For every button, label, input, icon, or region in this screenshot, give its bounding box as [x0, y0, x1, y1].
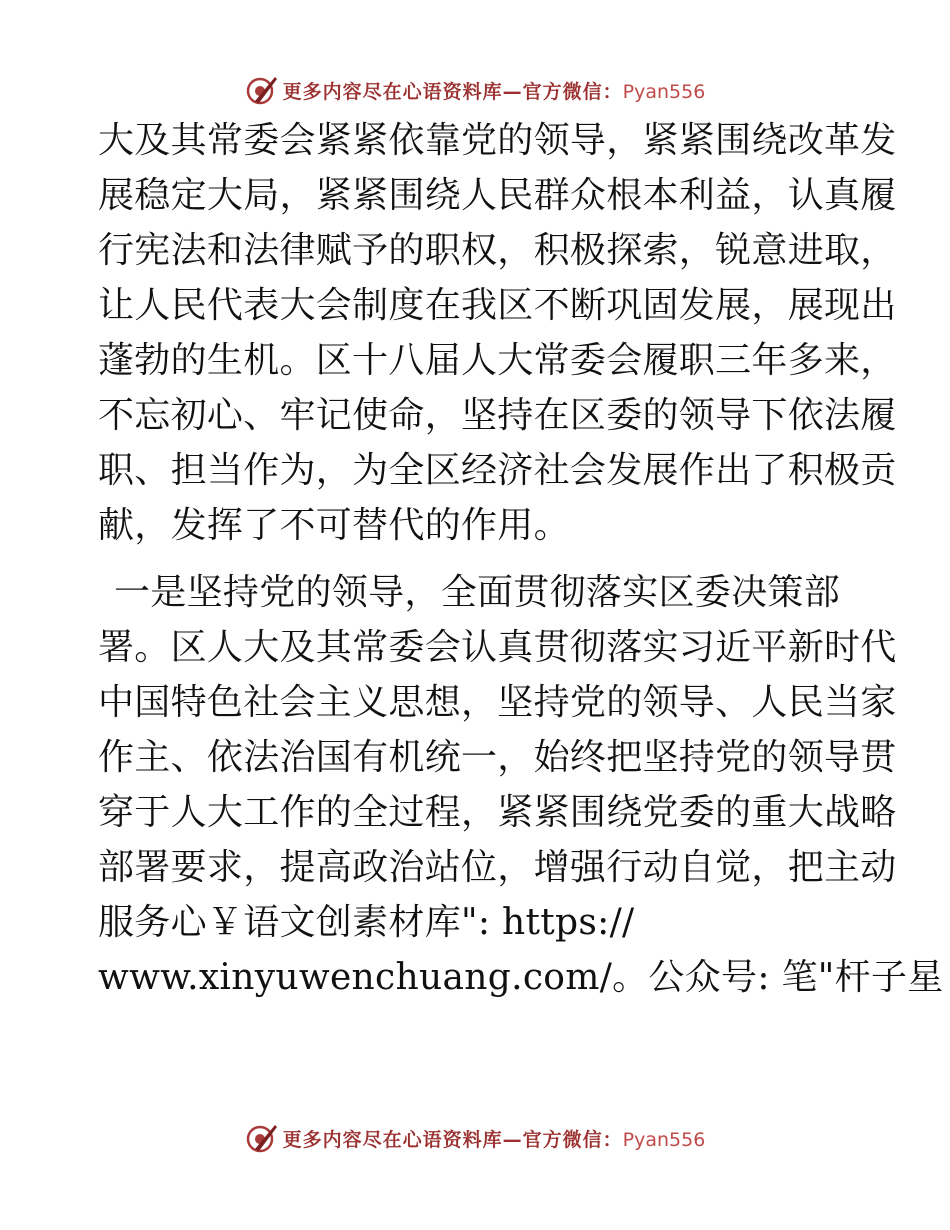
pen-logo-icon	[245, 73, 279, 107]
text-line: 蓬勃的生机。区十八届人大常委会履职三年多来，	[98, 340, 897, 381]
text-line: 展稳定大局，紧紧围绕人民群众根本利益，认真履	[98, 175, 897, 216]
text-line: 部署要求，提高政治站位，增强行动自觉，把主动	[98, 847, 897, 888]
text-line: 献，发挥了不可替代的作用。	[98, 505, 570, 546]
wechat-id: Pyan556	[622, 80, 706, 103]
text-line: 行宪法和法律赋予的职权，积极探索，锐意进取，	[98, 230, 897, 271]
text-line: 大及其常委会紧紧依靠党的领导，紧紧围绕改革发	[98, 120, 897, 161]
footer-banner	[0, 1118, 950, 1158]
pen-logo-icon	[245, 1121, 279, 1155]
text-line: 不忘初心、牢记使命，坚持在区委的领导下依法履	[98, 395, 897, 436]
text-line: 服务心￥语文创素材库": https://	[98, 902, 635, 943]
document-body	[98, 118, 944, 1010]
header-text: 更多内容尽在心语资料库—官方微信：Pyan556	[282, 80, 706, 103]
text-line: 职、担当作为，为全区经济社会发展作出了积极贡	[98, 450, 897, 491]
header-banner	[0, 70, 950, 110]
paragraph-heading-line: 一是坚持党的领导，全面贯彻落实区委决策部	[114, 572, 841, 613]
text-line: www.xinyuwenchuang.com/。公众号: 笔"杆子星	[98, 957, 944, 998]
text-line: 作主、依法治国有机统一，始终把坚持党的领导贯	[98, 737, 897, 778]
text-line: 穿于人大工作的全过程，紧紧围绕党委的重大战略	[98, 792, 897, 833]
text-line: 中国特色社会主义思想，坚持党的领导、人民当家	[98, 682, 897, 723]
text-line: 署。区人大及其常委会认真贯彻落实习近平新时代	[98, 627, 897, 668]
wechat-id: Pyan556	[622, 1128, 706, 1151]
text-line: 让人民代表大会制度在我区不断巩固发展，展现出	[98, 285, 897, 326]
footer-text: 更多内容尽在心语资料库—官方微信：Pyan556	[282, 1128, 706, 1151]
